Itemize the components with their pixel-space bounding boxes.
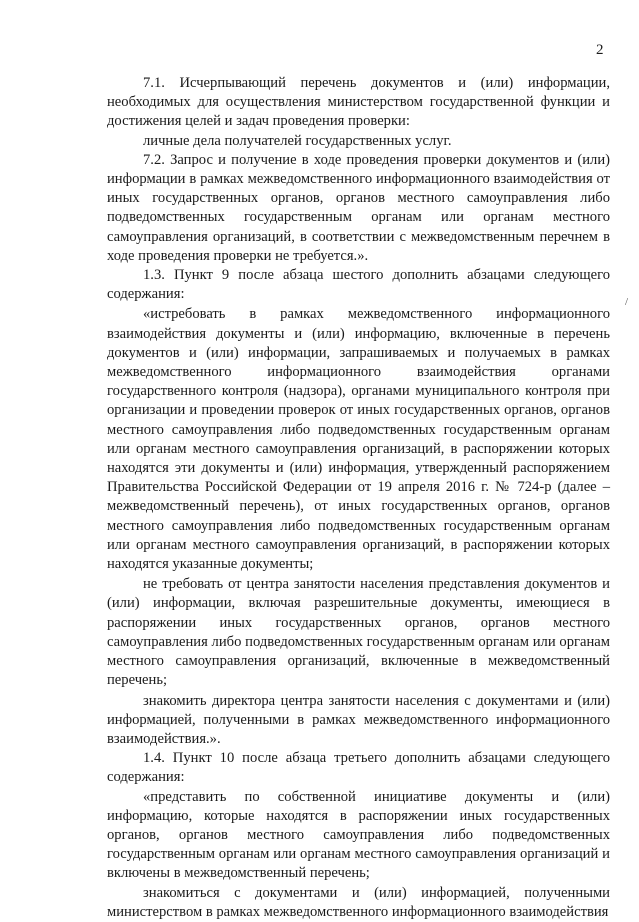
paragraph-1-3: 1.3. Пункт 9 после абзаца шестого дополнить абзацами следующего содержания: (107, 267, 610, 303)
paragraph-1-4: 1.4. Пункт 10 после абзаца третьего дополнить абзацами следующего содержания: (107, 750, 610, 786)
paragraph-familiarize-director: знакомить директора центра занятости населения с документами и (или) информацией, полученными в рамках межведомственного информационного взаимодействия.». (107, 692, 610, 747)
page-number: 2 (596, 42, 604, 58)
paragraph-request-documents: «истребовать в рамках межведомственного информационного взаимодействия документы и (или) информацию, включенные в перечень документов и (или) информации, запрашиваемых и получаемых в рамках межведомственного информационного взаимодействия органами государственного контроля (надзора), органами муниципального контроля при организации и проведении проверок от иных государственных органов, органов местного самоуправления либо подведомственных государственным органам или органам местного самоуправления организаций, в распоряжении которых находятся эти документы и (или) информация, утвержденный распоряжением Правительства Российской Федерации от 19 апреля 2016 г. № 724-р (далее – межведомственный перечень), от иных государственных органов, органов местного самоуправления либо подведомственных государственным органам или органам местного самоуправления организаций, в распоряжении которых находятся указанные документы; (107, 306, 610, 573)
paragraph-not-require-documents: не требовать от центра занятости населения представления документов и (или) информации, включая разрешительные документы, имеющиеся в распоряжении иных государственных органов, органов местного самоуправления либо подведомственных государственным органам или органам местного самоуправления организаций, включенные в межведомственный перечень; (107, 576, 610, 689)
paragraph-familiarize-documents: знакомиться с документами и (или) информацией, полученными министерством в рамках межведомственного информационного взаимодействия (107, 884, 610, 920)
document-body (107, 74, 610, 922)
paragraph-7-1: 7.1. Исчерпывающий перечень документов и (или) информации, необходимых для осуществления министерством государственной функции и достижения целей и задач проведения проверки: (107, 75, 610, 130)
scan-mark: / (625, 296, 629, 308)
paragraph-personal-files: личные дела получателей государственных услуг. (143, 132, 452, 149)
paragraph-submit-initiative: «представить по собственной инициативе документы и (или) информацию, которые находятся в распоряжении иных государственных органов, органов местного самоуправления либо подведомственных государственным органам или органам местного самоуправления организаций и включены в межведомственный перечень; (107, 788, 610, 882)
paragraph-7-2: 7.2. Запрос и получение в ходе проведения проверки документов и (или) информации в рамках межведомственного информационного взаимодействия от иных государственных органов, органов местного самоуправления либо подведомственных государственным органам или органам местного самоуправления организаций, в соответствии с межведомственным перечнем в ходе проведения проверки не требуется.». (107, 151, 610, 264)
